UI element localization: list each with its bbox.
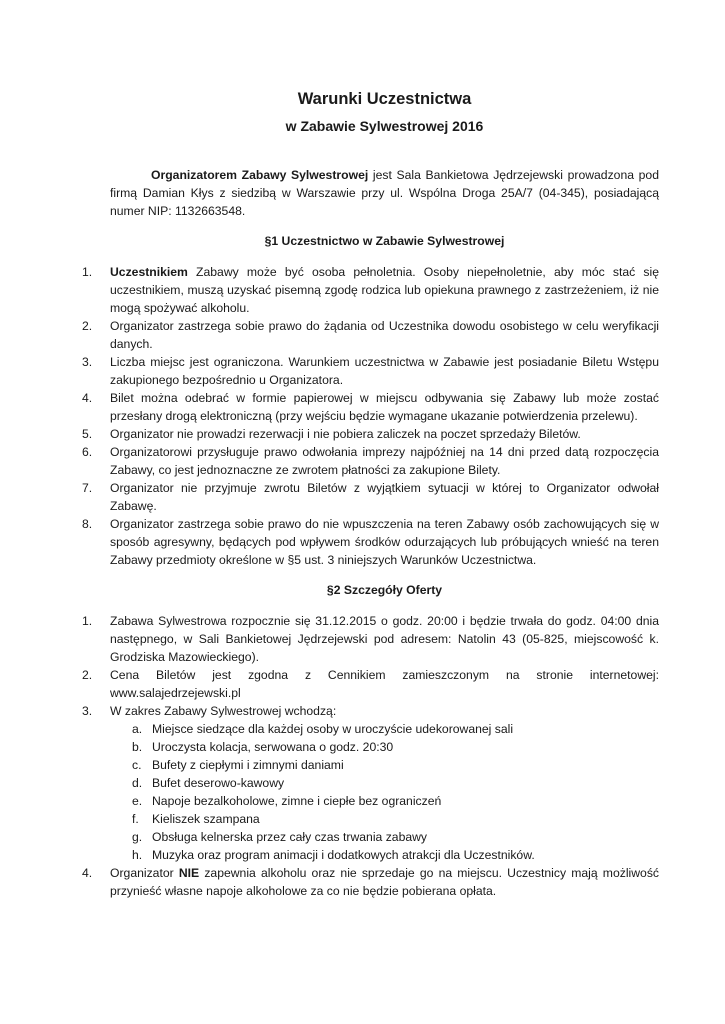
item-text: Organizator zastrzega sobie prawo do żądania od Uczestnika dowodu osobistego w celu weryfikacji danych. (110, 319, 659, 351)
sub-list-item (132, 846, 659, 864)
sub-item-letter: c. (132, 758, 142, 772)
item-text: Bilet można odebrać w formie papierowej w miejscu odbywania się Zabawy lub może zostać przesłany drogą elektroniczną (przy wejściu będzie wymagane ukazanie potwierdzenia przelewu). (110, 391, 659, 423)
item-number: 7. (82, 481, 93, 495)
item-text: Zabawy może być osoba pełnoletnia. Osoby niepełnoletnie, aby móc stać się uczestnikiem, muszą uzyskać pisemną zgodę rodzica lub opiekuna prawnego z zastrzeżeniem, iż nie mogą spożywać alkoholu. (110, 265, 659, 315)
item-text: W zakres Zabawy Sylwestrowej wchodzą: (110, 704, 337, 718)
document-body (82, 88, 660, 900)
section-2-list (82, 612, 660, 900)
sub-item-letter: a. (132, 722, 143, 736)
sub-list-item (132, 774, 659, 792)
sub-list-item (132, 810, 659, 828)
item-text: Liczba miejsc jest ograniczona. Warunkiem uczestnictwa w Zabawie jest posiadanie Biletu Wstępu zakupionego bezpośrednio u Organizatora. (110, 355, 659, 387)
intro-organizer-label: Organizatorem Zabawy Sylwestrowej (151, 168, 369, 182)
item-number: 2. (82, 668, 93, 682)
list-item (82, 425, 659, 443)
document-title: Warunki Uczestnictwa (297, 90, 472, 108)
sub-item-letter: h. (132, 848, 143, 862)
item-number: 1. (82, 265, 93, 279)
list-item (82, 263, 659, 317)
price-info-text: Cena Biletów jest zgodna z Cennikiem zamieszczonym na stronie internetowej: (110, 668, 659, 682)
list-item (82, 317, 659, 353)
sub-item-text: Bufet deserowo-kawowy (152, 776, 285, 790)
section-1-heading: §1 Uczestnictwo w Zabawie Sylwestrowej (264, 234, 505, 248)
sub-item-text: Uroczysta kolacja, serwowana o godz. 20:30 (152, 740, 394, 754)
item-number: 5. (82, 427, 93, 441)
item-number: 3. (82, 355, 93, 369)
item-text: Organizatorowi przysługuje prawo odwołania imprezy najpóźniej na 14 dni przed datą rozpoczęcia Zabawy, co jest jednoznaczne ze zwrotem płatności za zakupione Bilety. (110, 445, 659, 477)
item-number: 6. (82, 445, 93, 459)
item-number: 2. (82, 319, 93, 333)
sub-list-item (132, 738, 659, 756)
sub-list-item (132, 720, 659, 738)
list-item (82, 443, 659, 479)
list-item (82, 389, 659, 425)
sub-item-letter: f. (132, 812, 139, 826)
intro-text: jest Sala Bankietowa Jędrzejewski prowadzona pod firmą Damian Kłys z siedzibą w Warszawie przy ul. Wspólna Droga 25A/7 (04-345), posiadającą numer NIP: 1132663548. (110, 168, 659, 218)
sub-item-text: Miejsce siedzące dla każdej osoby w uroczyście udekorowanej sali (152, 722, 514, 736)
sub-item-text: Bufety z ciepłymi i zimnymi daniami (152, 758, 344, 772)
website-address: www.salajedrzejewski.pl (110, 686, 241, 700)
sub-list-item (132, 828, 659, 846)
list-item (82, 479, 659, 515)
sub-item-letter: e. (132, 794, 143, 808)
item-emphasis: NIE (178, 866, 200, 880)
section-1-list (82, 263, 659, 569)
item-bold-term: Uczestnikiem (110, 265, 188, 279)
list-item (82, 666, 659, 702)
sub-item-text: Napoje bezalkoholowe, zimne i ciepłe bez ograniczeń (152, 794, 442, 808)
included-services-list (110, 720, 659, 864)
section-2-heading: §2 Szczegóły Oferty (326, 583, 443, 597)
item-text: zapewnia alkoholu oraz nie sprzedaje go na miejscu. Uczestnicy mają możliwość przynieść własne napoje alkoholowe za co nie będzie pobierana opłata. (110, 866, 660, 898)
list-item (82, 353, 659, 389)
item-text: Zabawa Sylwestrowa rozpocznie się 31.12.2015 o godz. 20:00 i będzie trwała do godz. 04:00 dnia następnego, w Sali Bankietowej Jędrzejewski pod adresem: Natolin 43 (05-825, miejscowość k. Grodziska Mazowieckiego). (110, 614, 659, 664)
sub-list-item (132, 756, 659, 774)
sub-item-letter: b. (132, 740, 143, 754)
list-item (82, 612, 659, 666)
sub-list-item (132, 792, 659, 810)
list-item (82, 864, 660, 900)
sub-item-letter: g. (132, 830, 143, 844)
intro-paragraph (110, 166, 659, 220)
sub-item-text: Obsługa kelnerska przez cały czas trwania zabawy (152, 830, 428, 844)
item-number: 3. (82, 704, 93, 718)
item-number: 4. (82, 866, 93, 880)
item-number: 1. (82, 614, 93, 628)
sub-item-text: Muzyka oraz program animacji i dodatkowych atrakcji dla Uczestników. (152, 848, 535, 862)
document-subtitle: w Zabawie Sylwestrowej 2016 (285, 118, 484, 134)
item-text: Organizator nie prowadzi rezerwacji i nie pobiera zaliczek na poczet sprzedaży Biletów. (110, 427, 581, 441)
item-number: 8. (82, 517, 93, 531)
sub-item-text: Kieliszek szampana (152, 812, 260, 826)
item-number: 4. (82, 391, 93, 405)
item-text: Organizator nie przyjmuje zwrotu Biletów z wyjątkiem sytuacji w której to Organizator odwołał Zabawę. (110, 481, 659, 513)
sub-item-letter: d. (132, 776, 143, 790)
list-item (82, 702, 659, 864)
item-text: Organizator (110, 866, 179, 880)
item-text: Organizator zastrzega sobie prawo do nie wpuszczenia na teren Zabawy osób zachowujących się w sposób agresywny, będących pod wpływem środków odurzających lub próbujących wnieść na teren Zabawy przedmioty określone w §5 ust. 3 niniejszych Warunków Uczestnictwa. (110, 517, 659, 567)
list-item (82, 515, 659, 569)
